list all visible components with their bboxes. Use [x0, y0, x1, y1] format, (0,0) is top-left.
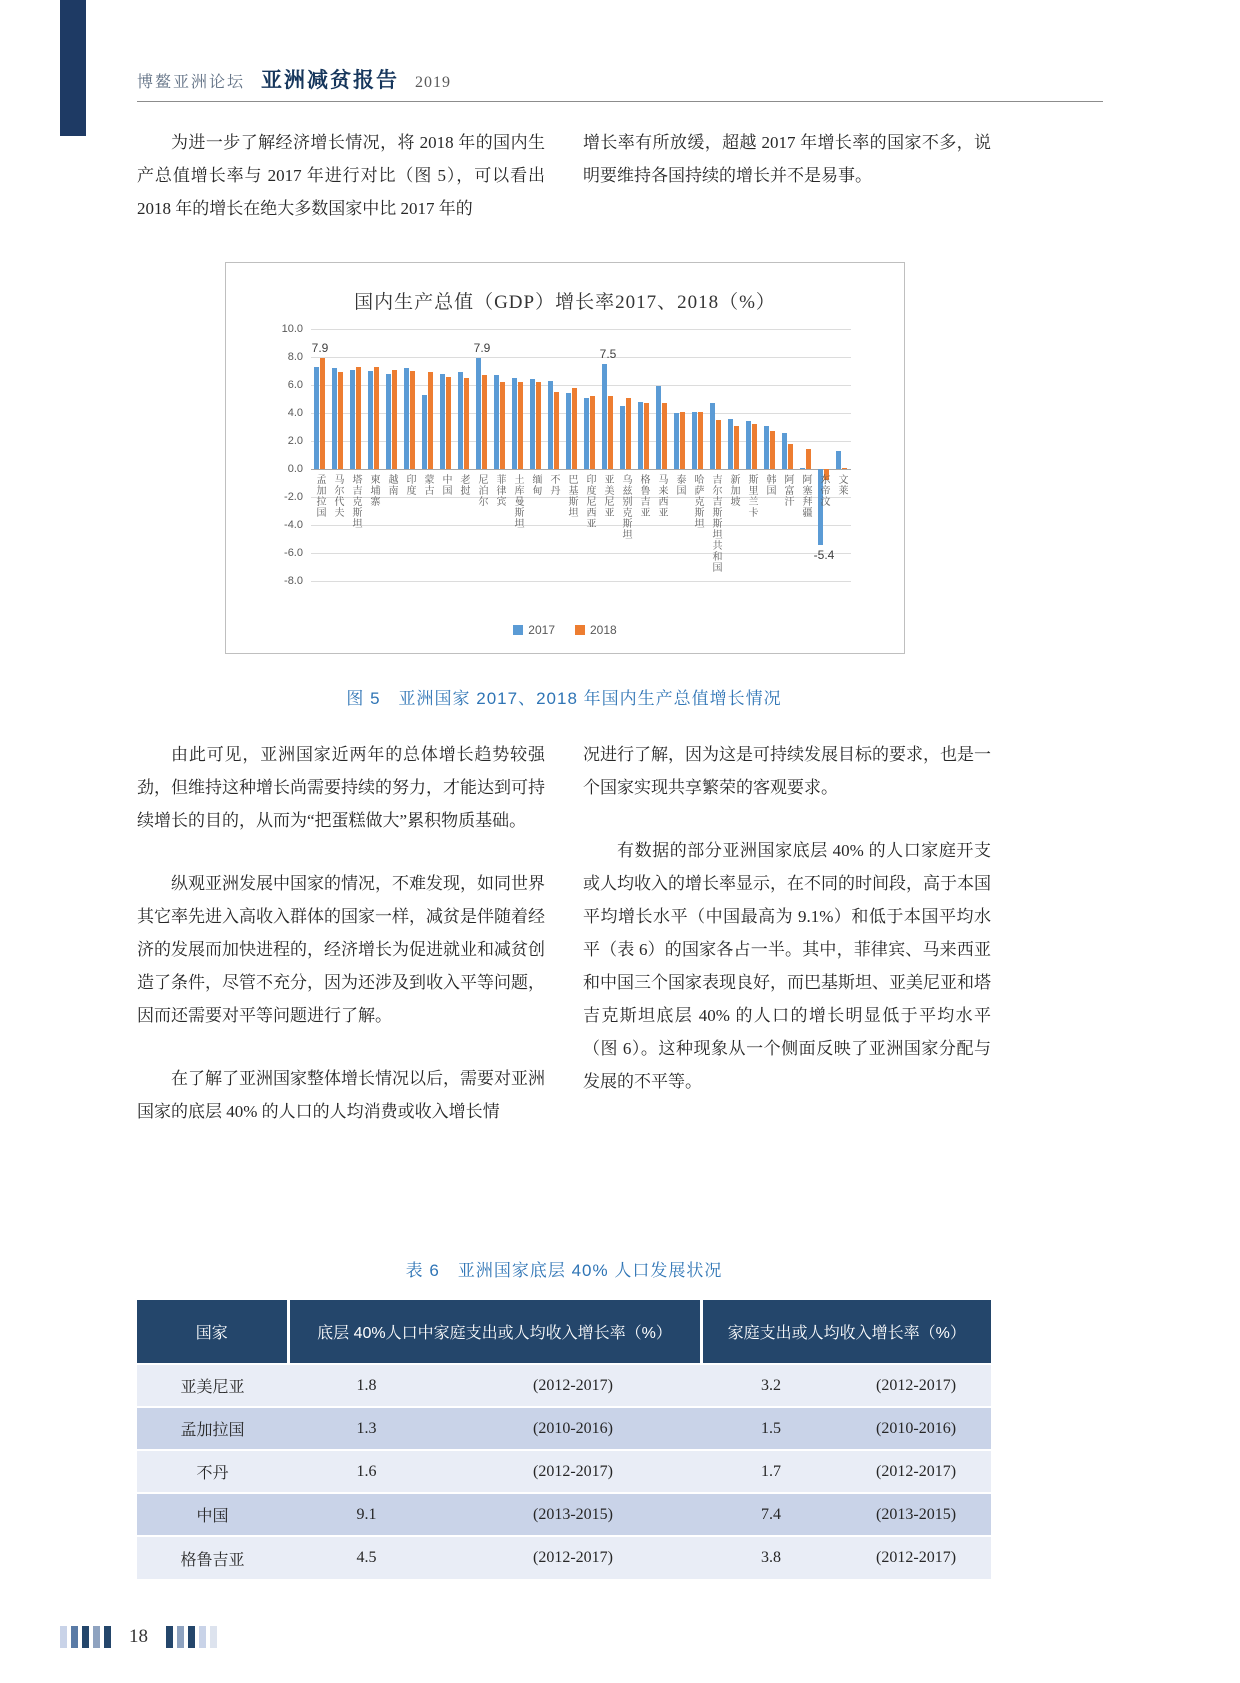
- bar-2018: [464, 378, 469, 469]
- data-label: 7.5: [599, 347, 617, 361]
- bar-2017: [494, 375, 499, 469]
- bar-2017: [782, 433, 787, 469]
- bar-2017: [710, 403, 715, 469]
- table-cell: (2012-2017): [841, 1450, 991, 1493]
- table-row: [137, 1536, 991, 1579]
- table-cell: 9.1: [288, 1493, 445, 1536]
- bar-2017: [368, 371, 373, 469]
- page-footer: [60, 1626, 217, 1648]
- x-axis-label: 塔吉克斯坦: [350, 474, 361, 529]
- body-left-column: [137, 738, 545, 1158]
- y-axis-tick: 2.0: [287, 435, 303, 447]
- footer-bar: [60, 1626, 67, 1648]
- bar-2018: [374, 367, 379, 469]
- paragraph: 增长率有所放缓，超越 2017 年增长率的国家不多，说明要维持各国持续的增长并不是易事。: [583, 133, 991, 185]
- x-axis-label: 印度尼西亚: [584, 474, 595, 529]
- body-right-column: [583, 738, 991, 1158]
- bar-2017: [548, 381, 553, 469]
- bar-2018: [806, 449, 811, 469]
- bar-2017: [674, 413, 679, 469]
- x-axis-label: 土库曼斯坦: [512, 474, 523, 529]
- bar-2018: [698, 412, 703, 469]
- paragraph: 由此可见，亚洲国家近两年的总体增长趋势较强劲，但维持这种增长尚需要持续的努力，才能达到可持续增长的目的，从而为“把蛋糕做大”累积物质基础。: [137, 745, 545, 830]
- x-axis-label: 尼泊尔: [476, 474, 487, 507]
- x-axis-label: 缅甸: [530, 474, 541, 496]
- legend-label: 2017: [528, 623, 555, 637]
- table-cell: 3.2: [701, 1364, 841, 1407]
- bar-2018: [392, 370, 397, 469]
- table-cell: 1.8: [288, 1364, 445, 1407]
- forum-name: 博鳌亚洲论坛: [137, 74, 246, 91]
- bar-2017: [404, 368, 409, 469]
- report-title: 亚洲减贫报告: [261, 68, 400, 92]
- bar-2018: [680, 412, 685, 469]
- table-body: [137, 1364, 991, 1579]
- legend-item-2018: [575, 623, 617, 637]
- footer-bar: [104, 1626, 111, 1648]
- x-axis-label: 阿塞拜疆: [800, 474, 811, 518]
- table-row: [137, 1407, 991, 1450]
- table-cell: 1.6: [288, 1450, 445, 1493]
- gridline: [311, 525, 851, 526]
- bar-2018: [590, 396, 595, 469]
- gridline: [311, 581, 851, 582]
- table-cell: (2012-2017): [841, 1364, 991, 1407]
- table-cell: 7.4: [701, 1493, 841, 1536]
- gridline: [311, 357, 851, 358]
- figure-caption: 图 5 亚洲国家 2017、2018 年国内生产总值增长情况: [346, 689, 782, 708]
- y-axis-tick: 6.0: [287, 379, 303, 391]
- bar-2018: [518, 382, 523, 469]
- table-cell: 格鲁吉亚: [137, 1536, 288, 1579]
- x-axis-label: 文莱: [836, 474, 847, 496]
- gridline: [311, 497, 851, 498]
- bar-2018: [500, 382, 505, 469]
- footer-bar: [71, 1626, 78, 1648]
- chart-title: 国内生产总值（GDP）增长率2017、2018（%）: [354, 292, 776, 313]
- table-cell: (2012-2017): [841, 1536, 991, 1579]
- x-axis-label: 马来西亚: [656, 474, 667, 518]
- y-axis-tick: -8.0: [284, 575, 303, 587]
- table-row: [137, 1493, 991, 1536]
- paragraph: 纵观亚洲发展中国家的情况，不难发现，如同世界其它率先进入高收入群体的国家一样，减贫是伴随着经济的发展而加快进程的，经济增长为促进就业和减贫创造了条件，尽管不充分，因为还涉及到收入平等问题，因而还需要对平等问题进行了解。: [137, 874, 545, 1025]
- y-axis-tick: 8.0: [287, 351, 303, 363]
- bar-2017: [836, 451, 841, 469]
- legend-swatch: [513, 625, 523, 635]
- table-cell: 4.5: [288, 1536, 445, 1579]
- data-label: -5.4: [813, 547, 835, 562]
- page-number: 18: [129, 1626, 148, 1647]
- data-label: 7.9: [311, 341, 329, 356]
- x-axis-label: 新加坡: [728, 474, 739, 507]
- bar-2017: [350, 370, 355, 469]
- page-header: [137, 64, 451, 94]
- bar-2017: [764, 426, 769, 469]
- bar-2018: [716, 420, 721, 469]
- bar-2018: [482, 375, 487, 469]
- bar-2017: [800, 468, 805, 469]
- bar-2018: [770, 431, 775, 469]
- x-axis-label: 格鲁吉亚: [638, 474, 649, 518]
- y-axis-tick: -6.0: [284, 547, 303, 559]
- bar-2017: [602, 364, 607, 469]
- table-cell: 1.5: [701, 1407, 841, 1450]
- legend-item-2017: [513, 623, 555, 637]
- table-cell: (2012-2017): [445, 1536, 701, 1579]
- bar-2018: [626, 398, 631, 469]
- legend-swatch: [575, 625, 585, 635]
- table-header-cell: 底层 40%人口中家庭支出或人均收入增长率（%）: [288, 1300, 701, 1364]
- intro-right-column: [583, 126, 991, 255]
- bar-2017: [620, 406, 625, 469]
- footer-bar: [210, 1626, 217, 1648]
- x-axis-label: 泰国: [674, 474, 685, 496]
- bar-2017: [458, 372, 463, 469]
- x-axis-label: 柬埔寨: [368, 474, 379, 507]
- bar-2017: [584, 398, 589, 469]
- gridline: [311, 329, 851, 330]
- x-axis-label: 吉尔吉斯斯坦共和国: [710, 474, 721, 573]
- legend-label: 2018: [590, 623, 617, 637]
- x-axis-label: 乌兹别克斯坦: [620, 474, 631, 540]
- table-cell: 亚美尼亚: [137, 1364, 288, 1407]
- report-year: 2019: [415, 74, 452, 91]
- table-cell: (2012-2017): [445, 1450, 701, 1493]
- bar-2017: [440, 374, 445, 469]
- bar-2017: [314, 367, 319, 469]
- y-axis-tick: 10.0: [281, 323, 303, 335]
- footer-bar: [188, 1626, 195, 1648]
- bar-2018: [410, 371, 415, 469]
- x-axis-label: 中国: [440, 474, 451, 496]
- table-cell: 不丹: [137, 1450, 288, 1493]
- table-row: [137, 1450, 991, 1493]
- bar-2018: [338, 372, 343, 469]
- bar-2017: [728, 419, 733, 469]
- bar-2017: [746, 421, 751, 469]
- corner-decoration: [60, 0, 86, 136]
- chart-plot: [281, 323, 851, 587]
- x-axis-label: 不丹: [548, 474, 559, 496]
- paragraph: 为进一步了解经济增长情况，将 2018 年的国内生产总值增长率与 2017 年进行对比（图 5），可以看出 2018 年的增长在绝大多数国家中比 2017 年的: [137, 133, 545, 218]
- table-caption: 表 6 亚洲国家底层 40% 人口发展状况: [405, 1261, 723, 1280]
- bar-2018: [320, 358, 325, 469]
- bar-2017: [656, 386, 661, 469]
- bar-2018: [608, 396, 613, 469]
- table-cell: (2012-2017): [445, 1364, 701, 1407]
- table-row: [137, 1364, 991, 1407]
- bar-2018: [428, 372, 433, 469]
- bottom40-table: [137, 1300, 991, 1579]
- x-axis-label: 印度: [404, 474, 415, 496]
- x-axis-label: 韩国: [764, 474, 775, 496]
- bar-2018: [644, 403, 649, 469]
- table-cell: 中国: [137, 1493, 288, 1536]
- x-axis-label: 菲律宾: [494, 474, 505, 507]
- bar-2018: [752, 424, 757, 469]
- body-section: [137, 738, 991, 1158]
- bar-2018: [734, 426, 739, 469]
- table-cell: 3.8: [701, 1536, 841, 1579]
- y-axis-tick: -4.0: [284, 519, 303, 531]
- x-axis-label: 阿富汗: [782, 474, 793, 507]
- y-axis-tick: -2.0: [284, 491, 303, 503]
- table-cell: (2013-2015): [445, 1493, 701, 1536]
- footer-bar: [82, 1626, 89, 1648]
- bar-2017: [692, 412, 697, 469]
- intro-section: [137, 126, 991, 255]
- y-axis-tick: 0.0: [287, 463, 303, 475]
- bar-2018: [554, 392, 559, 469]
- footer-bar: [93, 1626, 100, 1648]
- table-header-cell: 家庭支出或人均收入增长率（%）: [701, 1300, 991, 1364]
- bar-2017: [530, 379, 535, 469]
- bar-2018: [572, 388, 577, 469]
- bar-2017: [638, 402, 643, 469]
- x-axis-label: 越南: [386, 474, 397, 496]
- bar-2017: [512, 378, 517, 469]
- table-cell: 1.3: [288, 1407, 445, 1450]
- bar-2017: [566, 393, 571, 469]
- y-axis-tick: 4.0: [287, 407, 303, 419]
- bar-2017: [386, 374, 391, 469]
- bar-2018: [662, 403, 667, 469]
- paragraph: 况进行了解，因为这是可持续发展目标的要求，也是一个国家实现共享繁荣的客观要求。: [583, 745, 991, 797]
- gridline: [311, 469, 851, 470]
- table-cell: (2010-2016): [445, 1407, 701, 1450]
- footer-bars-right: [166, 1626, 217, 1648]
- bar-2017: [422, 395, 427, 469]
- footer-bar: [166, 1626, 173, 1648]
- bar-2018: [842, 468, 847, 469]
- table-cell: 1.7: [701, 1450, 841, 1493]
- x-axis-label: 亚美尼亚: [602, 474, 613, 518]
- x-axis-label: 马尔代夫: [332, 474, 343, 518]
- x-axis-label: 孟加拉国: [314, 474, 325, 518]
- bar-2018: [536, 382, 541, 469]
- bar-2018: [446, 377, 451, 469]
- table-cell: 孟加拉国: [137, 1407, 288, 1450]
- x-axis-label: 斯里兰卡: [746, 474, 757, 518]
- x-axis-label: 哈萨克斯坦: [692, 474, 703, 529]
- paragraph: 有数据的部分亚洲国家底层 40% 的人口家庭开支或人均收入的增长率显示，在不同的时间段，高于本国平均增长水平（中国最高为 9.1%）和低于本国平均水平（表 6）的国家各占一半。其中，菲律宾、马来西亚和中国三个国家表现良好，而巴基斯坦、亚美尼亚和塔吉克斯坦底层 40% 的人口的增长明显低于平均水平（图 6）。这种现象从一个侧面反映了亚洲国家分配与发展的不平等。: [583, 841, 991, 1091]
- x-axis-label: 蒙古: [422, 474, 433, 496]
- x-axis-label: 东帝汶: [818, 474, 829, 507]
- table-cell: (2013-2015): [841, 1493, 991, 1536]
- footer-bars-left: [60, 1626, 111, 1648]
- footer-bar: [177, 1626, 184, 1648]
- bar-2018: [788, 444, 793, 469]
- header-divider: [137, 101, 1103, 102]
- data-label: 7.9: [473, 341, 491, 356]
- bar-2017: [476, 358, 481, 469]
- gdp-growth-chart: [225, 262, 905, 654]
- footer-bar: [199, 1626, 206, 1648]
- paragraph: 在了解了亚洲国家整体增长情况以后，需要对亚洲国家的底层 40% 的人口的人均消费或收入增长情: [137, 1069, 545, 1121]
- gridline: [311, 553, 851, 554]
- table-header: [137, 1300, 991, 1364]
- chart-legend: [226, 623, 904, 637]
- table-cell: (2010-2016): [841, 1407, 991, 1450]
- intro-left-column: [137, 126, 545, 255]
- bar-2018: [356, 367, 361, 469]
- x-axis-label: 老挝: [458, 474, 469, 496]
- bar-2017: [332, 368, 337, 469]
- x-axis-label: 巴基斯坦: [566, 474, 577, 518]
- table-header-cell: 国家: [137, 1300, 288, 1364]
